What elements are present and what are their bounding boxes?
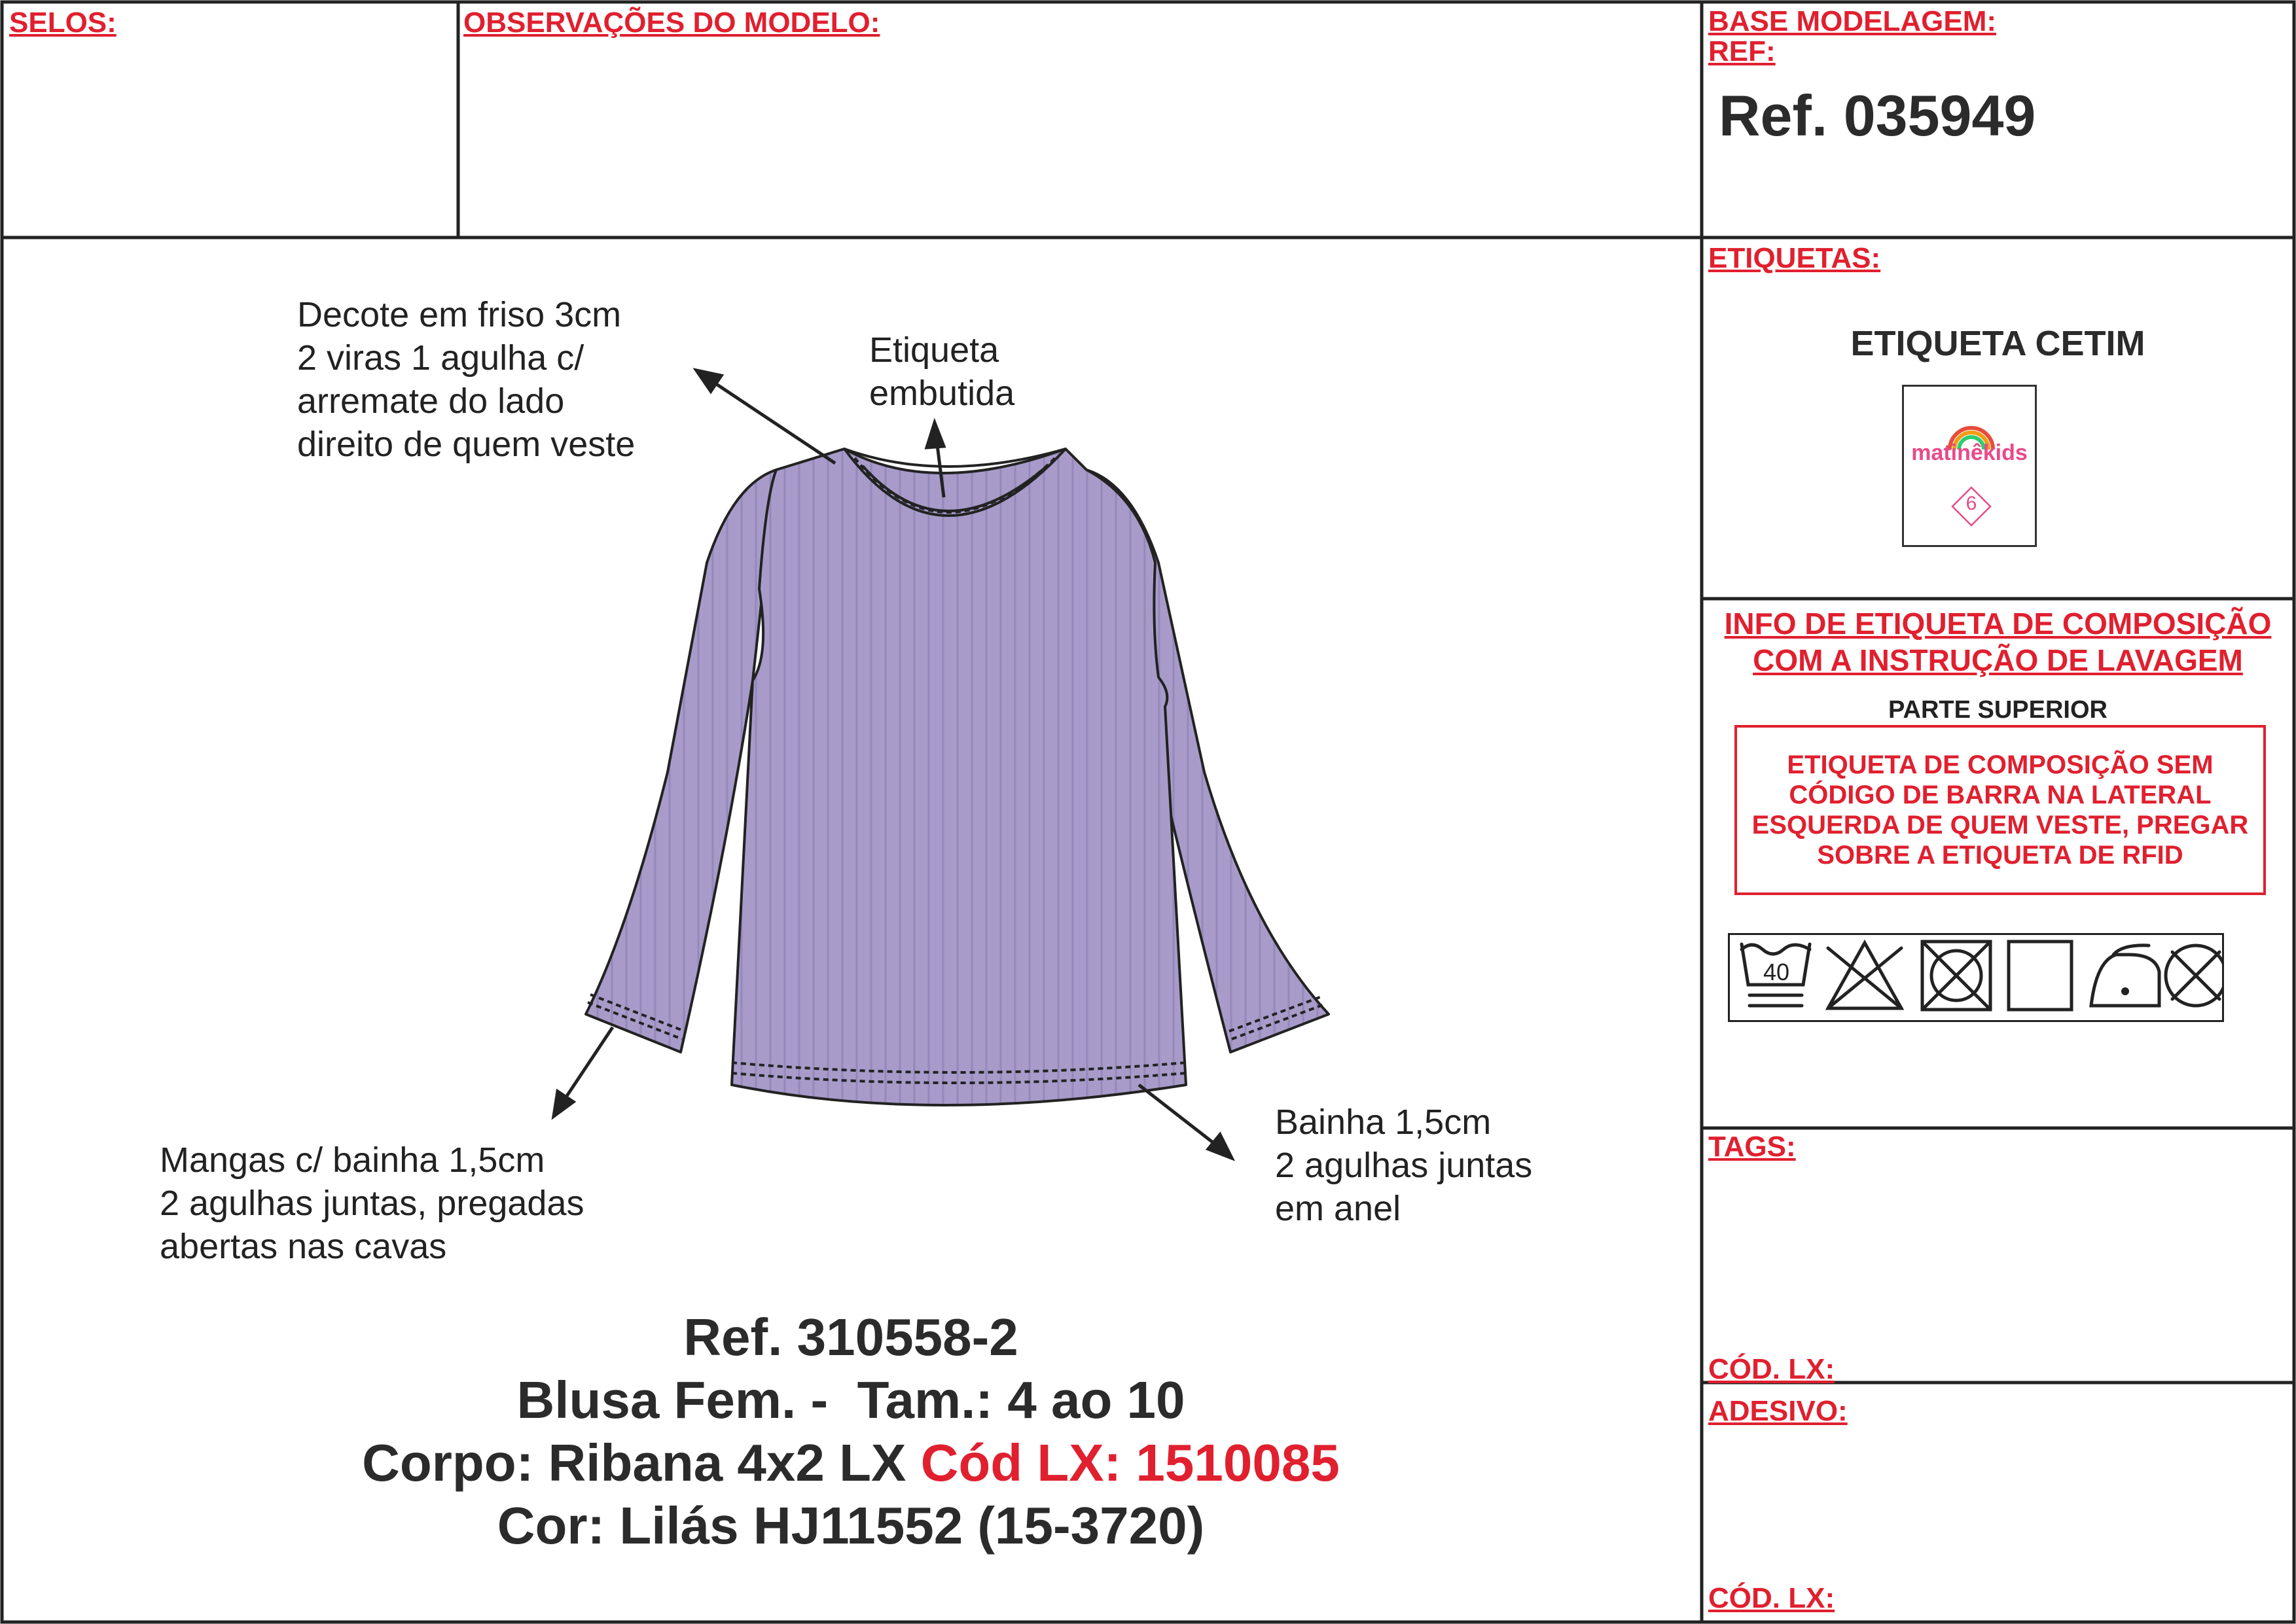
mangas-line-2: 2 agulhas juntas, pregadas: [160, 1184, 584, 1223]
cod-lx-header-2: CÓD. LX:: [1708, 1582, 1835, 1614]
mangas-line-1: Mangas c/ bainha 1,5cm: [160, 1140, 545, 1180]
no-dry-clean-icon: [2166, 945, 2222, 1006]
no-bleach-icon: [1828, 943, 1901, 1008]
bainha-line-3: em anel: [1275, 1189, 1401, 1228]
composition-warning-box: [1734, 725, 2266, 895]
decote-line-2: 2 viras 1 agulha c/: [297, 338, 584, 378]
product-fabric-line: [0, 1432, 1702, 1494]
composition-line-1: ETIQUETA DE COMPOSIÇÃO SEM: [1787, 750, 2214, 779]
etiqueta-note: [869, 328, 1014, 415]
decote-line-3: arremate do lado: [297, 381, 565, 421]
wash-temperature: 40: [1763, 959, 1790, 985]
decote-line-1: Decote em friso 3cm: [297, 295, 622, 334]
composition-line-2: CÓDIGO DE BARRA NA LATERAL: [1789, 781, 2212, 809]
composition-line-3: ESQUERDA DE QUEM VESTE, PREGAR: [1751, 811, 2249, 839]
info-header-line2: COM A INSTRUÇÃO DE LAVAGEM: [1753, 643, 2243, 677]
iron-low-icon: [2091, 945, 2159, 1006]
bainha-note: [1275, 1101, 1532, 1230]
parte-superior: PARTE SUPERIOR: [1888, 696, 2108, 724]
bainha-line-2: 2 agulhas juntas: [1275, 1146, 1533, 1185]
base-ref-value: Ref. 035949: [1719, 83, 2036, 148]
etiqueta-title: ETIQUETA CETIM: [1850, 324, 2145, 363]
composition-line-4: SOBRE A ETIQUETA DE RFID: [1817, 841, 2183, 870]
cod-lx-header-1: CÓD. LX:: [1708, 1353, 1835, 1385]
satin-label: [1902, 385, 2037, 547]
product-cod-lx: Cód LX: 1510085: [920, 1434, 1340, 1492]
brand-logo: matinêkids: [1911, 440, 2028, 465]
observacoes-header: OBSERVAÇÕES DO MODELO:: [463, 7, 880, 39]
etiqueta-line-2: embutida: [869, 374, 1015, 413]
product-color: Cor: Lilás HJ11552 (15-3720): [497, 1496, 1205, 1555]
base-modelagem-header: BASE MODELAGEM:: [1708, 5, 1996, 37]
bainha-line-1: Bainha 1,5cm: [1275, 1103, 1492, 1142]
mangas-note: [160, 1139, 584, 1268]
mangas-line-3: abertas nas cavas: [160, 1227, 447, 1266]
product-description: Blusa Fem. - Tam.: 4 ao 10: [516, 1371, 1185, 1429]
etiqueta-line-1: Etiqueta: [869, 330, 999, 370]
size-label: 6: [1965, 493, 1977, 514]
care-symbols-strip: [1728, 933, 2224, 1022]
product-ref: Ref. 310558-2: [683, 1308, 1018, 1366]
adesivo-header: ADESIVO:: [1708, 1395, 1848, 1427]
line-dry-icon: [2009, 942, 2072, 1010]
product-info: [0, 1306, 1702, 1557]
selos-header: SELOS:: [9, 7, 117, 39]
etiquetas-header: ETIQUETAS:: [1708, 242, 1881, 274]
product-fabric: Corpo: Ribana 4x2 LX: [362, 1434, 921, 1492]
no-tumble-dry-icon: [1922, 942, 1990, 1010]
tags-header: TAGS:: [1708, 1131, 1796, 1163]
ref-header: REF:: [1708, 35, 1776, 67]
body: [732, 449, 1186, 1105]
decote-line-4: direito de quem veste: [297, 425, 636, 464]
decote-note: [297, 293, 635, 466]
info-header-line1: INFO DE ETIQUETA DE COMPOSIÇÃO: [1724, 607, 2272, 641]
